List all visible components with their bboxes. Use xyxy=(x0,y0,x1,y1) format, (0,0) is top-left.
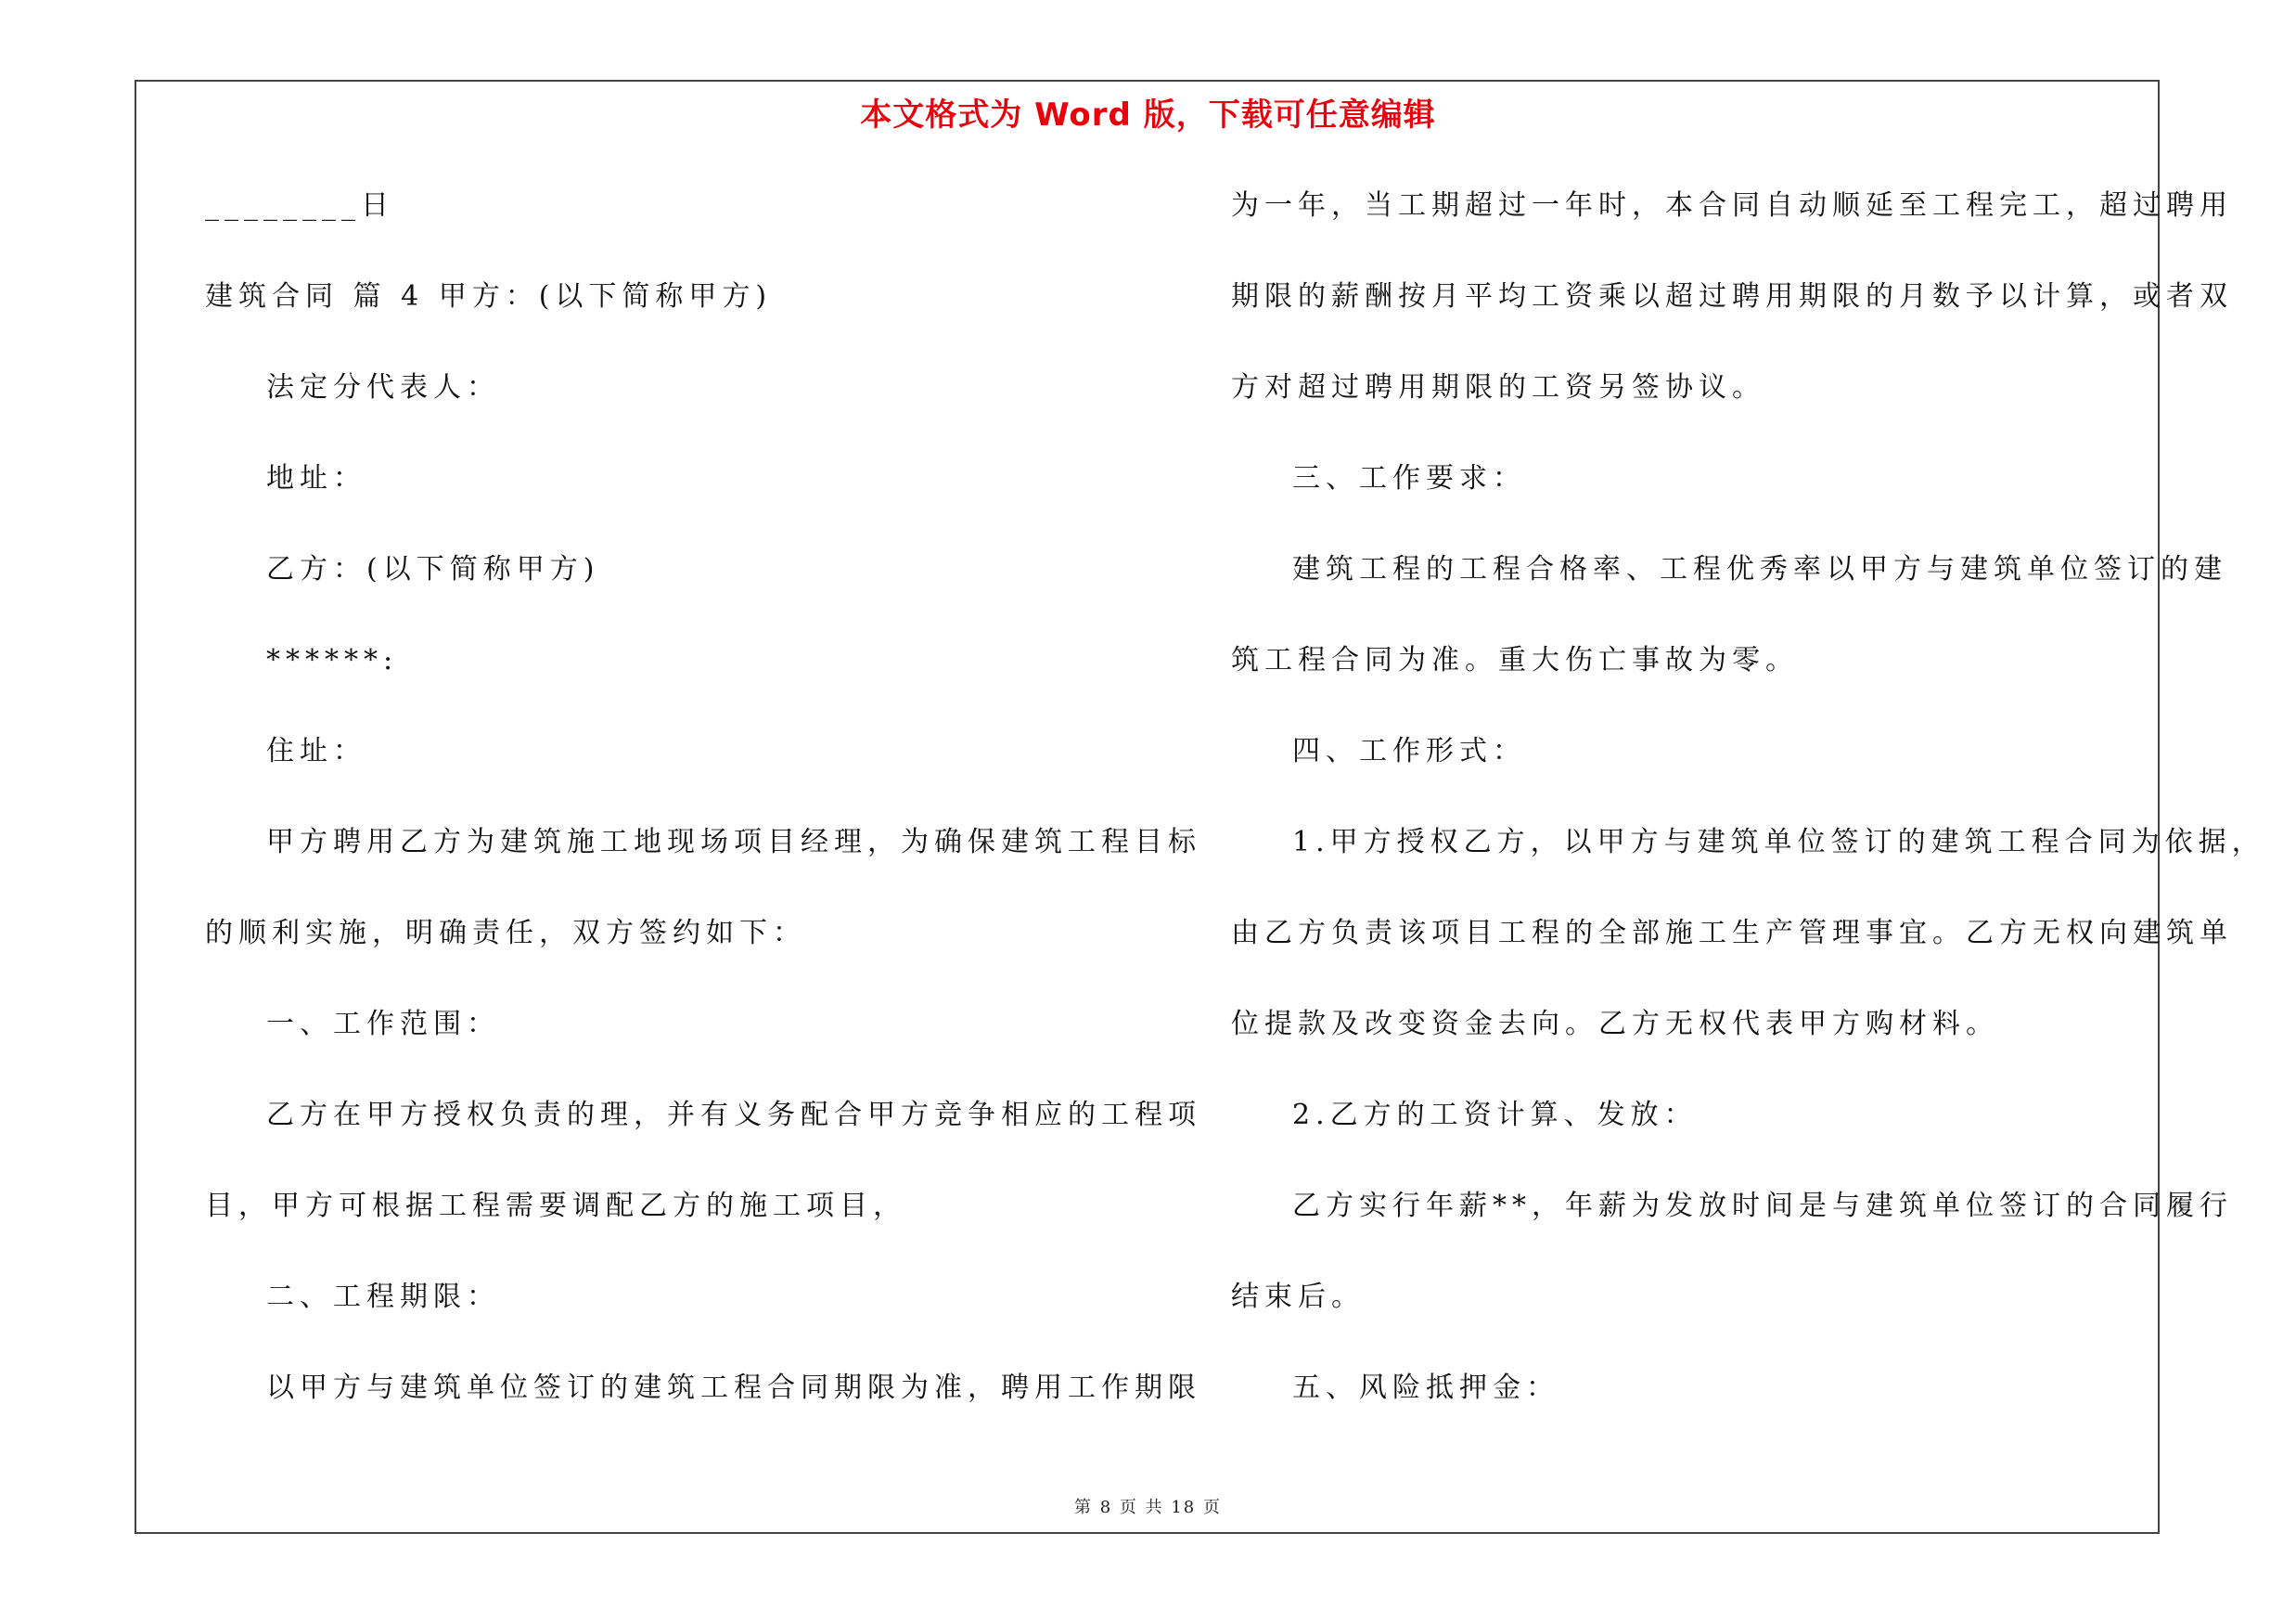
paragraph-line: 期限的薪酬按月平均工资乘以超过聘用期限的月数予以计算，或者双 xyxy=(1231,280,2233,313)
party-b-line: 乙方：(以下简称甲方) xyxy=(266,553,600,586)
contract-heading-line: 建筑合同 篇 4 甲方：(以下简称甲方) xyxy=(205,280,773,313)
masked-field-line: ******: xyxy=(266,644,399,676)
paragraph-line: 的顺利实施，明确责任，双方签约如下： xyxy=(205,917,806,949)
section-heading-requirements: 三、工作要求： xyxy=(1292,462,1526,495)
paragraph-line: 乙方实行年薪**，年薪为发放时间是与建筑单位签订的合同履行 xyxy=(1292,1190,2233,1222)
date-line: ________日 xyxy=(205,189,394,222)
address-line: 地址： xyxy=(266,462,366,495)
residence-line: 住址： xyxy=(266,735,366,767)
paragraph-line: 筑工程合同为准。重大伤亡事故为零。 xyxy=(1231,644,1799,676)
paragraph-line: 乙方在甲方授权负责的理，并有义务配合甲方竞争相应的工程项 xyxy=(266,1099,1201,1131)
paragraph-line: 方对超过聘用期限的工资另签协议。 xyxy=(1231,371,1765,404)
section-heading-deposit: 五、风险抵押金： xyxy=(1292,1372,1559,1404)
section-heading-term: 二、工程期限： xyxy=(266,1281,500,1313)
paragraph-line: 目，甲方可根据工程需要调配乙方的施工项目， xyxy=(205,1190,906,1222)
subsection-heading-salary: 2.乙方的工资计算、发放： xyxy=(1292,1099,1698,1131)
paragraph-line: 为一年，当工期超过一年时，本合同自动顺延至工程完工，超过聘用 xyxy=(1231,189,2233,222)
paragraph-line: 建筑工程的工程合格率、工程优秀率以甲方与建筑单位签订的建 xyxy=(1292,553,2227,586)
paragraph-line: 以甲方与建筑单位签订的建筑工程合同期限为准，聘用工作期限 xyxy=(266,1372,1201,1404)
paragraph-line: 甲方聘用乙方为建筑施工地现场项目经理，为确保建筑工程目标 xyxy=(266,826,1201,858)
paragraph-line: 结束后。 xyxy=(1231,1281,1365,1313)
section-heading-scope: 一、工作范围： xyxy=(266,1008,500,1040)
format-notice-banner: 本文格式为 Word 版，下载可任意编辑 xyxy=(860,97,1436,134)
paragraph-line: 位提款及改变资金去向。乙方无权代表甲方购材料。 xyxy=(1231,1008,1999,1040)
paragraph-line: 由乙方负责该项目工程的全部施工生产管理事宜。乙方无权向建筑单 xyxy=(1231,917,2233,949)
paragraph-line: 1.甲方授权乙方，以甲方与建筑单位签订的建筑工程合同为依据， xyxy=(1292,826,2265,858)
section-heading-work-form: 四、工作形式： xyxy=(1292,735,1526,767)
page-number-footer: 第 8 页 共 18 页 xyxy=(1074,1498,1222,1517)
legal-representative-line: 法定分代表人： xyxy=(266,371,500,404)
